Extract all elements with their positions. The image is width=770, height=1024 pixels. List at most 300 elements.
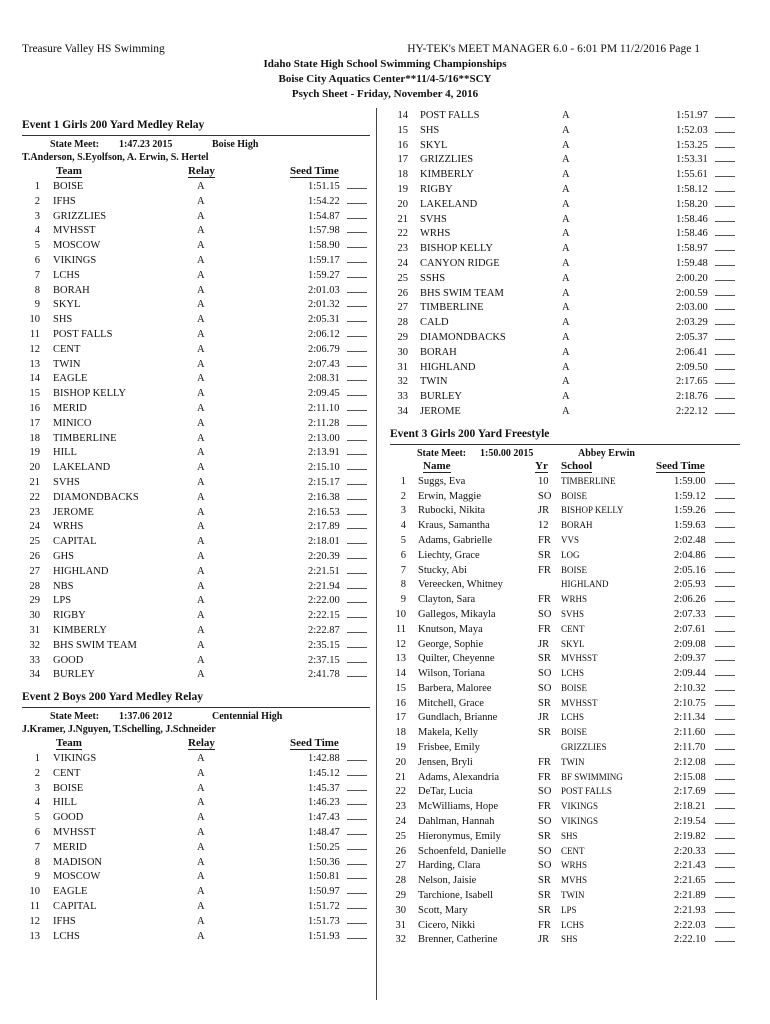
entry-relay: A (562, 154, 570, 166)
entry-seed-time: 2:22.12 (676, 405, 708, 417)
entry-relay: A (197, 269, 205, 281)
entry-result-blank (715, 622, 735, 637)
table-row (390, 710, 746, 725)
entry-result-blank (347, 608, 367, 623)
entry-team: RIGBY (420, 183, 453, 195)
table-row (390, 637, 746, 652)
entry-seed-time: 2:09.45 (308, 388, 340, 400)
entry-seed-time: 1:54.87 (308, 210, 340, 222)
entry-team: BOISE (53, 782, 84, 794)
entry-rank: 22 (29, 491, 40, 503)
entry-school: VIKINGS (561, 801, 598, 812)
entry-result-blank (347, 416, 367, 431)
entry-team: TWIN (53, 358, 81, 370)
entry-team: LAKELAND (420, 198, 478, 210)
entry-seed-time: 2:10.32 (674, 682, 706, 694)
entry-result-blank (715, 212, 735, 227)
entry-seed-time: 2:41.78 (308, 669, 340, 681)
entry-rank: 5 (400, 534, 406, 546)
entry-result-blank (715, 123, 735, 138)
entry-result-blank (347, 899, 367, 914)
entry-seed-time: 2:00.20 (676, 272, 708, 284)
record-names: T.Anderson, S.Eyolfson, A. Erwin, S. Hertel (22, 152, 209, 163)
entry-relay: A (197, 767, 205, 779)
entry-result-blank (715, 345, 735, 360)
entry-seed-time: 2:09.50 (676, 361, 708, 373)
table-row (22, 623, 372, 638)
meet-title-block (0, 57, 770, 102)
table-row (390, 226, 746, 241)
table-row (390, 740, 746, 755)
entry-relay: A (197, 225, 205, 237)
entry-seed-time: 2:35.15 (308, 639, 340, 651)
entry-rank: 31 (397, 361, 408, 373)
table-row (390, 607, 746, 622)
entry-relay: A (562, 361, 570, 373)
table-row (22, 475, 372, 490)
entry-rank: 15 (395, 682, 406, 694)
entry-rank: 30 (397, 346, 408, 358)
entry-seed-time: 2:15.08 (674, 771, 706, 783)
entry-rank: 26 (397, 287, 408, 299)
entry-seed-time: 2:08.31 (308, 373, 340, 385)
entry-relay: A (197, 595, 205, 607)
entry-relay: A (562, 169, 570, 181)
entry-team: VIKINGS (53, 753, 97, 765)
entry-team: KIMBERLY (420, 169, 474, 181)
entry-seed-time: 2:00.59 (676, 287, 708, 299)
entry-rank: 16 (29, 402, 40, 414)
entry-rank: 22 (397, 228, 408, 240)
table-row (390, 932, 746, 947)
table-row (22, 579, 372, 594)
entry-team: GHS (53, 550, 75, 562)
entry-rank: 11 (395, 623, 406, 635)
entry-rank: 32 (397, 376, 408, 388)
left-column (22, 118, 372, 943)
entry-seed-time: 2:05.93 (674, 579, 706, 591)
entry-team: BOISE (53, 181, 84, 192)
entry-year: SO (538, 860, 552, 872)
entry-result-blank (715, 888, 735, 903)
entry-result-blank (715, 374, 735, 389)
entry-relay: A (197, 654, 205, 666)
entry-rank: 13 (29, 930, 40, 942)
entry-relay: A (197, 314, 205, 326)
table-row (390, 888, 746, 903)
entry-seed-time: 2:19.82 (674, 830, 706, 842)
entry-team: WRHS (53, 521, 84, 533)
entry-school: LPS (561, 904, 577, 915)
entry-year: SR (538, 830, 551, 842)
entry-rank: 31 (29, 624, 40, 636)
table-row (22, 869, 372, 884)
entry-result-blank (715, 182, 735, 197)
entry-seed-time: 2:05.16 (674, 564, 706, 576)
entry-seed-time: 2:02.48 (674, 534, 706, 546)
table-row (22, 638, 372, 653)
table-row (22, 929, 372, 944)
entry-result-blank (347, 475, 367, 490)
entry-rank: 11 (29, 328, 40, 340)
entry-name: Jensen, Bryli (418, 756, 473, 768)
entry-year: SR (538, 697, 551, 709)
entry-rank: 21 (397, 213, 408, 225)
entry-result-blank (715, 873, 735, 888)
entry-result-blank (347, 549, 367, 564)
entry-seed-time: 1:59.00 (674, 475, 706, 487)
entry-seed-time: 1:53.25 (676, 139, 708, 151)
entry-rank: 15 (29, 388, 40, 400)
entry-result-blank (715, 533, 735, 548)
entry-team: BHS SWIM TEAM (53, 639, 137, 651)
entry-rank: 17 (29, 417, 40, 429)
entry-school: LCHS (561, 712, 585, 723)
entry-rank: 30 (395, 904, 406, 916)
event-rule (22, 135, 370, 136)
entry-school: SHS (561, 830, 578, 841)
entry-team: WRHS (420, 228, 451, 240)
entry-result-blank (715, 197, 735, 212)
entry-rank: 10 (395, 608, 406, 620)
entry-result-blank (715, 300, 735, 315)
entry-relay: A (197, 521, 205, 533)
entry-school: VVS (561, 534, 580, 545)
entry-relay: A (197, 210, 205, 222)
column-headers (390, 460, 746, 474)
entry-rank: 12 (29, 343, 40, 355)
table-row (390, 286, 746, 301)
entry-result-blank (347, 519, 367, 534)
entry-result-blank (347, 490, 367, 505)
entry-seed-time: 2:05.37 (676, 331, 708, 343)
entry-relay: A (197, 886, 205, 898)
entry-relay: A (197, 447, 205, 459)
entry-result-blank (715, 138, 735, 153)
entry-seed-time: 1:51.93 (308, 930, 340, 942)
entry-seed-time: 2:09.44 (674, 668, 706, 680)
entry-rank: 27 (397, 302, 408, 314)
entry-team: BORAH (420, 346, 457, 358)
entry-team: DIAMONDBACKS (53, 491, 139, 503)
record-time: 1:50.00 2015 (480, 447, 534, 459)
entry-name: Clayton, Sara (418, 594, 476, 606)
entry-team: CENT (53, 767, 81, 779)
entry-team: SKYL (53, 299, 81, 311)
entry-result-blank (715, 637, 735, 652)
table-row (22, 564, 372, 579)
entry-relay: A (562, 302, 570, 314)
entry-seed-time: 2:06.12 (308, 328, 340, 340)
entry-year: SO (538, 682, 552, 694)
entry-rank: 1 (34, 181, 40, 192)
entry-name: Liechty, Grace (418, 549, 480, 561)
entry-rank: 7 (34, 841, 40, 853)
entry-rank: 24 (397, 257, 408, 269)
entry-seed-time: 2:09.08 (674, 638, 706, 650)
entry-result-blank (347, 653, 367, 668)
entry-rank: 20 (29, 462, 40, 474)
entry-rank: 23 (397, 243, 408, 255)
table-row (22, 810, 372, 825)
entry-result-blank (347, 869, 367, 884)
entry-result-blank (347, 445, 367, 460)
entry-rank: 26 (395, 845, 406, 857)
entry-result-blank (715, 681, 735, 696)
entry-name: Vereecken, Whitney (418, 579, 503, 591)
entry-rank: 16 (397, 139, 408, 151)
entry-rank: 9 (34, 299, 40, 311)
entry-relay: A (562, 198, 570, 210)
entry-seed-time: 2:20.39 (308, 550, 340, 562)
entry-rank: 6 (34, 827, 40, 839)
entry-seed-time: 1:51.72 (308, 901, 340, 913)
entry-seed-time: 1:59.12 (674, 490, 706, 502)
table-row (390, 241, 746, 256)
entry-rank: 28 (397, 317, 408, 329)
entry-result-blank (347, 238, 367, 253)
entry-seed-time: 2:01.32 (308, 299, 340, 311)
entry-team: LCHS (53, 269, 80, 281)
table-row (390, 152, 746, 167)
entry-school: BOISE (561, 682, 588, 693)
entry-relay: A (197, 580, 205, 592)
entry-result-blank (715, 404, 735, 419)
col-relay: Relay (188, 737, 215, 750)
entry-team: VIKINGS (53, 254, 97, 266)
entry-team: RIGBY (53, 610, 86, 622)
entry-result-blank (715, 755, 735, 770)
entry-result-blank (347, 327, 367, 342)
entry-relay: A (197, 856, 205, 868)
table-row (390, 315, 746, 330)
header-right: HY-TEK's MEET MANAGER 6.0 - 6:01 PM 11/2/2016 Page 1 (407, 43, 700, 55)
entry-result-blank (347, 593, 367, 608)
entry-rank: 21 (395, 771, 406, 783)
entry-team: SSHS (420, 272, 446, 284)
entry-rank: 31 (395, 919, 406, 931)
table-row (390, 404, 746, 419)
entry-school: MVHS (561, 875, 588, 886)
record-time: 1:37.06 2012 (119, 711, 173, 723)
entry-result-blank (347, 751, 367, 766)
entry-rank: 11 (29, 901, 40, 913)
entry-result-blank (715, 799, 735, 814)
col-relay: Relay (188, 165, 215, 177)
entry-rank: 5 (34, 812, 40, 824)
table-row (22, 653, 372, 668)
entry-team: GOOD (53, 654, 84, 666)
entry-relay: A (197, 402, 205, 414)
entry-year: FR (538, 756, 551, 768)
entry-school: TIMBERLINE (561, 475, 616, 486)
entry-year: SR (538, 904, 551, 916)
entry-team: CAPITAL (53, 901, 97, 913)
entry-seed-time: 1:53.31 (676, 154, 708, 166)
entry-seed-time: 1:51.97 (676, 110, 708, 121)
event-1 (22, 118, 372, 682)
entry-seed-time: 2:17.89 (308, 521, 340, 533)
entry-result-blank (715, 696, 735, 711)
table-row (22, 751, 372, 766)
entry-team: BORAH (53, 284, 90, 296)
entry-result-blank (715, 167, 735, 182)
entry-result-blank (347, 840, 367, 855)
entry-seed-time: 1:50.36 (308, 856, 340, 868)
entry-seed-time: 2:11.70 (674, 742, 706, 754)
table-row (390, 389, 746, 404)
entry-rank: 9 (34, 871, 40, 883)
entry-result-blank (715, 903, 735, 918)
entry-year: SO (538, 845, 552, 857)
entry-result-blank (715, 518, 735, 533)
column-divider (376, 108, 377, 1000)
entry-result-blank (715, 607, 735, 622)
entry-relay: A (197, 284, 205, 296)
table-row (22, 667, 372, 682)
event-title: Event 2 Boys 200 Yard Medley Relay (22, 691, 204, 704)
entry-team: LCHS (53, 930, 80, 942)
entry-year: SO (538, 490, 552, 502)
table-row (390, 829, 746, 844)
entry-team: GRIZZLIES (420, 154, 474, 166)
entry-rank: 12 (395, 638, 406, 650)
column-headers (22, 737, 372, 751)
table-row (390, 374, 746, 389)
entry-seed-time: 2:17.69 (674, 786, 706, 798)
entry-relay: A (197, 624, 205, 636)
entry-result-blank (715, 152, 735, 167)
entry-seed-time: 1:47.43 (308, 812, 340, 824)
entry-year: FR (538, 534, 551, 546)
entry-year: SO (538, 668, 552, 680)
entry-team: JEROME (420, 405, 461, 417)
entry-seed-time: 2:13.00 (308, 432, 340, 444)
entry-year: FR (538, 594, 551, 606)
table-row (390, 503, 746, 518)
table-row (22, 460, 372, 475)
entry-year: 12 (538, 520, 549, 532)
entry-rank: 2 (34, 767, 40, 779)
entry-school: MVHSST (561, 653, 598, 664)
entry-rank: 8 (34, 856, 40, 868)
entry-rank: 14 (397, 110, 408, 121)
table-row (390, 197, 746, 212)
entry-name: Kraus, Samantha (418, 520, 490, 532)
entry-seed-time: 2:37.15 (308, 654, 340, 666)
entry-seed-time: 1:50.25 (308, 841, 340, 853)
entry-school: BF SWIMMING (561, 771, 623, 782)
entry-seed-time: 1:59.48 (676, 257, 708, 269)
entry-year: SO (538, 608, 552, 620)
entry-result-blank (347, 623, 367, 638)
table-row (22, 505, 372, 520)
table-row (390, 622, 746, 637)
entry-rank: 25 (395, 830, 406, 842)
table-row (22, 283, 372, 298)
entry-result-blank (715, 651, 735, 666)
entry-rank: 30 (29, 610, 40, 622)
entry-team: HIGHLAND (420, 361, 476, 373)
entry-result-blank (347, 914, 367, 929)
entry-team: JEROME (53, 506, 94, 518)
entry-seed-time: 1:42.88 (308, 753, 340, 765)
entry-seed-time: 1:58.46 (676, 213, 708, 225)
entry-school: SHS (561, 934, 578, 945)
table-row (22, 914, 372, 929)
entry-result-blank (715, 108, 735, 123)
entry-school: TWIN (561, 756, 585, 767)
entry-result-blank (347, 312, 367, 327)
entry-school: MVHSST (561, 697, 598, 708)
entry-year: JR (538, 934, 550, 946)
entry-seed-time: 2:11.60 (674, 727, 706, 739)
entry-rank: 34 (397, 405, 408, 417)
entry-result-blank (715, 548, 735, 563)
entry-relay: A (562, 317, 570, 329)
entry-relay: A (562, 183, 570, 195)
record-line (22, 710, 372, 723)
table-row (22, 534, 372, 549)
entry-relay: A (197, 915, 205, 927)
entry-list-continued (390, 108, 746, 419)
entry-relay: A (197, 753, 205, 765)
entry-team: POST FALLS (420, 110, 480, 121)
entry-relay: A (562, 391, 570, 403)
entry-team: HILL (53, 447, 77, 459)
table-row (22, 884, 372, 899)
table-row (390, 696, 746, 711)
entry-relay: A (197, 901, 205, 913)
entry-team: KIMBERLY (53, 624, 107, 636)
record-time: 1:47.23 2015 (119, 139, 173, 150)
entry-rank: 15 (397, 124, 408, 136)
entry-name: Brenner, Catherine (418, 934, 498, 946)
record-holder: Boise High (212, 139, 259, 150)
entry-name: Suggs, Eva (418, 475, 466, 487)
entry-school: TWIN (561, 890, 585, 901)
entry-seed-time: 2:22.87 (308, 624, 340, 636)
entry-relay: A (197, 871, 205, 883)
entry-team: CAPITAL (53, 536, 97, 548)
entry-rank: 3 (34, 782, 40, 794)
table-row (22, 179, 372, 194)
entry-relay: A (197, 550, 205, 562)
entry-result-blank (347, 766, 367, 781)
entry-name: Hieronymus, Emily (418, 830, 501, 842)
entry-seed-time: 1:58.97 (676, 243, 708, 255)
entry-relay: A (197, 254, 205, 266)
entry-name: Erwin, Maggie (418, 490, 481, 502)
entry-school: CENT (561, 845, 585, 856)
entry-rank: 2 (400, 490, 406, 502)
entry-seed-time: 2:06.41 (676, 346, 708, 358)
entry-rank: 8 (34, 284, 40, 296)
entry-name: Nelson, Jaisie (418, 875, 477, 887)
entry-rank: 1 (400, 475, 406, 487)
entry-relay: A (197, 827, 205, 839)
entry-relay: A (562, 257, 570, 269)
entry-result-blank (347, 401, 367, 416)
entry-seed-time: 2:15.10 (308, 462, 340, 474)
entry-seed-time: 2:06.79 (308, 343, 340, 355)
entry-seed-time: 2:09.37 (674, 653, 706, 665)
entry-result-blank (715, 503, 735, 518)
table-row (390, 666, 746, 681)
entry-rank: 19 (397, 183, 408, 195)
entry-team: DIAMONDBACKS (420, 331, 506, 343)
table-row (390, 858, 746, 873)
